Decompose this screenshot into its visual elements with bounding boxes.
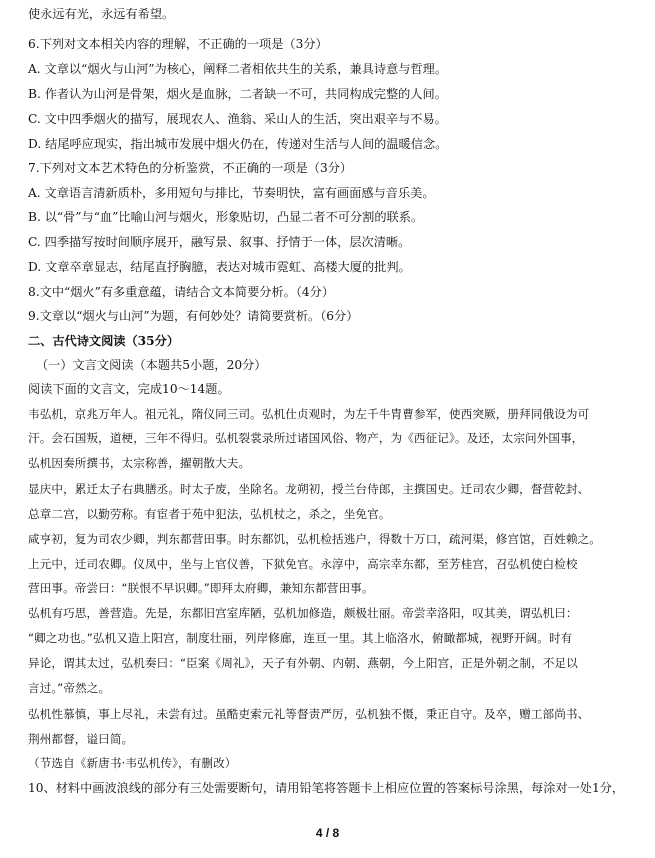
passage-line: 弘机性慕慎，事上尽礼，未尝有过。虽酷吏索元礼等督责严厉，弘机独不慑，秉正自守。及卒，赠工部尚书、: [28, 707, 590, 721]
passage-line: 咸亨初，复为司农少卿，判东都营田事。时东都饥，弘机检括逃户，得数十万口，疏河渠，修宫馆，百姓赖之。: [28, 532, 601, 546]
text-line: 使永远有光，永远有希望。: [28, 7, 175, 21]
passage-line: 异论，谓其太过，弘机奏曰：“臣案《周礼》，天子有外朝、内朝、燕朝，今上阳宫，正是外朝之制，不足以: [28, 656, 578, 670]
question-7-stem: 7.下列对文本艺术特色的分析鉴赏，不正确的一项是（3分）: [28, 161, 353, 175]
question-7-option-c: C. 四季描写按时间顺序展开，融写景、叙事、抒情于一体，层次清晰。: [28, 235, 411, 249]
passage-line: “卿之功也。”弘机又造上阳宫，制度壮丽，列岸修廊，连亘一里。其上临洛水，俯瞰都城，视野开阔。时有: [28, 631, 573, 645]
reading-instruction: 阅读下面的文言文，完成10～14题。: [28, 382, 230, 396]
source-note: （节选自《新唐书·韦弘机传》，有删改）: [28, 756, 237, 770]
subsection-heading: （一）文言文阅读（本题共5小题，20分）: [36, 358, 267, 372]
question-7-option-d: D. 文章卒章显志，结尾直抒胸臆，表达对城市霓虹、高楼大厦的批判。: [28, 260, 411, 274]
passage-line: 言过。”帝然之。: [28, 681, 111, 695]
passage-line: 荆州都督，谥曰简。: [28, 732, 134, 746]
section-heading: 二、古代诗文阅读（35分）: [28, 334, 180, 348]
question-7-option-b: B. 以“骨”与“血”比喻山河与烟火，形象贴切，凸显二者不可分割的联系。: [28, 210, 424, 224]
passage-line: 弘机因奏所撰书，太宗称善，擢朝散大夫。: [28, 456, 251, 470]
passage-line: 韦弘机，京兆万年人。祖元礼，隋仪同三司。弘机仕贞观时，为左千牛胄曹参军，使西突厥，册拜同俄设为可: [28, 407, 590, 421]
passage-line: 营田事。帝尝曰：“朕恨不早识卿。”即拜太府卿，兼知东都营田事。: [28, 581, 374, 595]
question-7-option-a: A. 文章语言清新质朴，多用短句与排比，节奏明快，富有画面感与音乐美。: [28, 186, 435, 200]
passage-line: 显庆中，累迁太子右典膳丞。时太子废，坐除名。龙朔初，授兰台侍郎，主撰国史。迁司农少卿，督营乾封、: [28, 482, 590, 496]
question-6-option-d: D. 结尾呼应现实，指出城市发展中烟火仍在，传递对生活与人间的温暖信念。: [28, 137, 448, 151]
question-8: 8.文中“烟火”有多重意蕴，请结合文本简要分析。（4分）: [28, 285, 335, 299]
page-number: 4 / 8: [315, 826, 340, 840]
question-10-stem: 10、材料中画波浪线的部分有三处需要断句，请用铅笔将答题卡上相应位置的答案标号涂黑，每涂对一处1分，: [28, 781, 625, 795]
passage-line: 汗。会石国叛，道梗，三年不得归。弘机裂裳录所过诸国风俗、物产，为《西征记》。及还，太宗问外国事，: [28, 431, 584, 445]
passage-line: 上元中，迁司农卿。仪凤中，坐与上官仪善，下狱免官。永淳中，高宗幸东都，至芳桂宫，召弘机使白检校: [28, 557, 578, 571]
question-6-option-c: C. 文中四季烟火的描写，展现农人、渔翁、采山人的生活，突出艰辛与不易。: [28, 112, 447, 126]
question-6-option-b: B. 作者认为山河是骨架，烟火是血脉，二者缺一不可，共同构成完整的人间。: [28, 87, 447, 101]
question-9: 9.文章以“烟火与山河”为题，有何妙处？请简要赏析。（6分）: [28, 309, 359, 323]
question-6-stem: 6.下列对文本相关内容的理解，不正确的一项是（3分）: [28, 37, 328, 51]
passage-line: 总章二宫，以勤劳称。有宦者于苑中犯法，弘机杖之，杀之，坐免官。: [28, 507, 391, 521]
passage-line: 弘机有巧思，善营造。先是，东都旧宫室库陋，弘机加修造，颇极壮丽。帝尝幸洛阳，叹其美，谓弘机曰：: [28, 606, 578, 620]
question-6-option-a: A. 文章以“烟火与山河”为核心，阐释二者相依共生的关系，兼具诗意与哲理。: [28, 62, 448, 76]
